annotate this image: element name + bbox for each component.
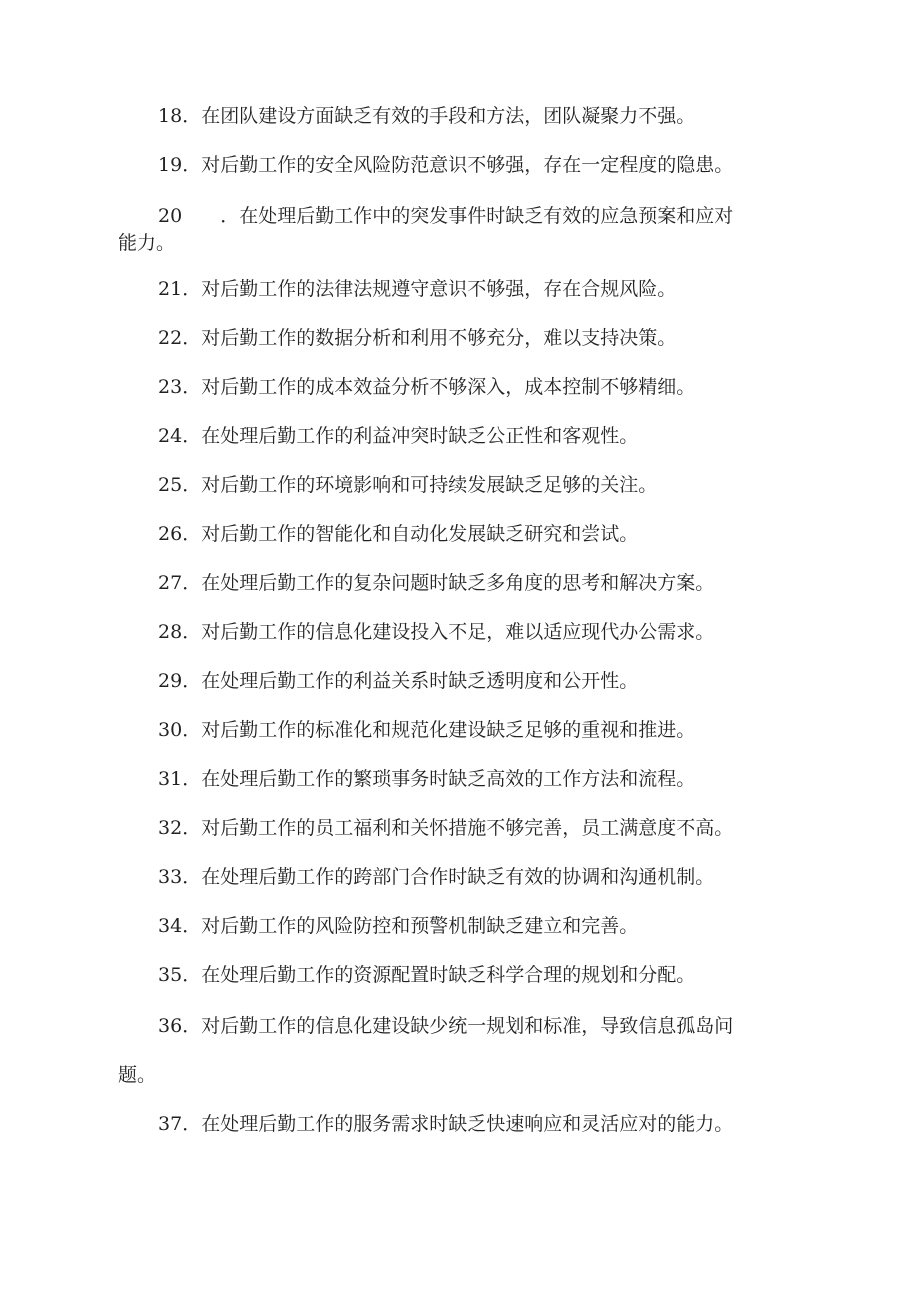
item-text: ．对后勤工作的信息化建设缺少统一规划和标准，导致信息孤岛问 xyxy=(182,1015,734,1037)
item-text: ．对后勤工作的数据分析和利用不够充分，难以支持决策。 xyxy=(182,327,677,349)
list-item xyxy=(118,620,818,644)
item-number: 29 xyxy=(158,670,183,692)
item-text: ．对后勤工作的智能化和自动化发展缺乏研究和尝试。 xyxy=(182,523,639,545)
list-item xyxy=(118,865,818,889)
item-number: 25 xyxy=(158,474,183,496)
item-number: 34 xyxy=(158,915,183,937)
item-number: 27 xyxy=(158,572,183,594)
item-number: 35 xyxy=(158,964,183,986)
item-text: ．在团队建设方面缺乏有效的手段和方法，团队凝聚力不强。 xyxy=(182,105,696,127)
item-number: 30 xyxy=(158,719,183,741)
list-item xyxy=(118,914,818,938)
item-number: 37 xyxy=(158,1113,183,1135)
item-text: ．在处理后勤工作的资源配置时缺乏科学合理的规划和分配。 xyxy=(182,964,696,986)
item-text: ．对后勤工作的信息化建设投入不足，难以适应现代办公需求。 xyxy=(182,621,715,643)
list-item xyxy=(118,963,818,987)
list-item xyxy=(118,204,818,228)
item-continuation: 能力。 xyxy=(118,232,176,254)
list-item xyxy=(118,571,818,595)
list-item xyxy=(118,375,818,399)
item-text: ．对后勤工作的员工福利和关怀措施不够完善，员工满意度不高。 xyxy=(182,817,734,839)
item-number: 24 xyxy=(158,425,183,447)
list-item xyxy=(118,277,818,301)
item-text: ．在处理后勤工作的繁琐事务时缺乏高效的工作方法和流程。 xyxy=(182,768,696,790)
item-number: 20 xyxy=(158,205,183,227)
item-text: ．对后勤工作的环境影响和可持续发展缺乏足够的关注。 xyxy=(182,474,658,496)
list-item xyxy=(118,473,818,497)
item-text: ．在处理后勤工作的跨部门合作时缺乏有效的协调和沟通机制。 xyxy=(182,866,715,888)
item-text: ．对后勤工作的标准化和规范化建设缺乏足够的重视和推进。 xyxy=(182,719,696,741)
list-item xyxy=(118,669,818,693)
item-text: ．在处理后勤工作的服务需求时缺乏快速响应和灵活应对的能力。 xyxy=(182,1113,734,1135)
item-number: 19 xyxy=(158,154,183,176)
item-number: 18 xyxy=(158,105,183,127)
item-number: 31 xyxy=(158,768,183,790)
list-item xyxy=(118,767,818,791)
list-item xyxy=(118,326,818,350)
list-item xyxy=(118,1014,818,1038)
list-item xyxy=(118,522,818,546)
item-text: ．对后勤工作的风险防控和预警机制缺乏建立和完善。 xyxy=(182,915,639,937)
list-item xyxy=(118,718,818,742)
item-text: ．在处理后勤工作的利益关系时缺乏透明度和公开性。 xyxy=(182,670,639,692)
list-item xyxy=(118,1112,818,1136)
item-number: 22 xyxy=(158,327,183,349)
list-item xyxy=(118,816,818,840)
item-number: 21 xyxy=(158,278,183,300)
item-number: 36 xyxy=(158,1015,183,1037)
item-text: ．在处理后勤工作中的突发事件时缺乏有效的应急预案和应对 xyxy=(220,205,734,227)
item-number: 26 xyxy=(158,523,183,545)
item-text: ．对后勤工作的成本效益分析不够深入，成本控制不够精细。 xyxy=(182,376,696,398)
item-text: ．在处理后勤工作的利益冲突时缺乏公正性和客观性。 xyxy=(182,425,639,447)
item-text: ．对后勤工作的安全风险防范意识不够强，存在一定程度的隐患。 xyxy=(182,154,734,176)
list-item xyxy=(118,153,818,177)
list-item xyxy=(118,424,818,448)
item-number: 33 xyxy=(158,866,183,888)
item-number: 23 xyxy=(158,376,183,398)
item-number: 32 xyxy=(158,817,183,839)
item-text: ．在处理后勤工作的复杂问题时缺乏多角度的思考和解决方案。 xyxy=(182,572,715,594)
item-continuation: 题。 xyxy=(118,1064,157,1086)
list-item xyxy=(118,104,818,128)
item-number: 28 xyxy=(158,621,183,643)
item-text: ．对后勤工作的法律法规遵守意识不够强，存在合规风险。 xyxy=(182,278,677,300)
